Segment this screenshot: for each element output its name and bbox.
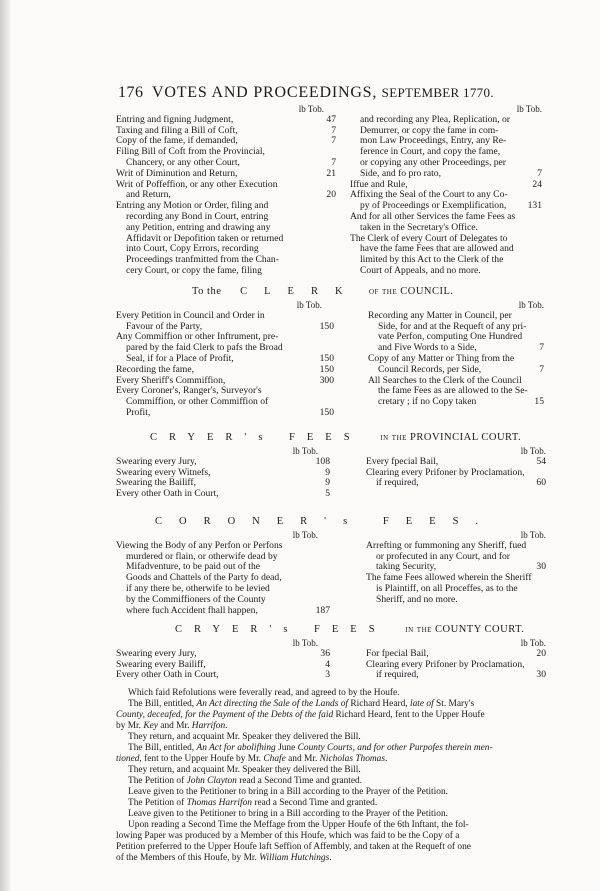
top-left-column	[116, 104, 336, 277]
fee-amount: 54	[536, 455, 546, 467]
fee-description: And for all other Services the fame Fees as	[350, 210, 516, 222]
fee-description: Side, for and at the Requeft of any pri-	[378, 320, 527, 332]
fee-description: pared by the faid Clerk to pafs the Broad	[126, 342, 283, 354]
fee-description: the fame Fees as are allowed to the Se-	[378, 385, 528, 397]
fee-amount: 7	[539, 363, 544, 375]
fee-row	[116, 457, 330, 468]
fee-amount	[318, 223, 336, 234]
text-line: The Petition of John Clayton read a Second Time and granted.	[128, 776, 363, 786]
fee-description: Viewing the Body of any Perfon or Perfons	[116, 539, 283, 551]
unit-heading: lb Tob.	[516, 104, 542, 114]
fee-description: cretary ; if no Copy taken	[378, 396, 477, 408]
page-number: 176	[118, 84, 144, 101]
fee-row	[116, 408, 334, 419]
page-gutter-shadow	[0, 0, 10, 891]
fee-amount	[318, 244, 336, 255]
fee-description: Entring any Motion or Order, filing and	[116, 200, 269, 212]
clerk-council-right-column	[368, 300, 544, 408]
fee-amount: 4	[325, 658, 330, 670]
cryer-provincial-left-column	[116, 446, 330, 500]
fee-amount	[316, 311, 334, 322]
fee-amount: 9	[325, 477, 330, 489]
fee-amount: 150	[319, 320, 334, 332]
fee-amount: 30	[536, 561, 546, 573]
fee-amount: 20	[326, 189, 336, 201]
fee-description: mon Law Proceedings, Entry, any Re-	[360, 135, 507, 147]
unit-heading: lb Tob.	[518, 300, 544, 310]
fee-description: by the Commiffioners of the County	[126, 593, 266, 605]
fee-amount	[318, 266, 336, 277]
fee-amount	[532, 573, 550, 584]
fee-amount	[528, 584, 546, 595]
fee-row	[116, 541, 330, 552]
fee-description: or profecuted in any Court, and for	[376, 550, 511, 562]
fee-description: Proceedings tranfmitted from the Chan-	[126, 254, 279, 266]
text-line: of the Members of this Houfe, by Mr. William Hutchings.	[116, 853, 332, 863]
fee-amount	[318, 234, 336, 245]
fee-description: if required,	[376, 477, 419, 489]
fee-description: Writ of Poffeffion, or any other Execution	[116, 178, 278, 190]
fee-amount: 5	[325, 488, 330, 500]
fee-row	[350, 169, 542, 180]
fee-amount	[318, 212, 336, 223]
fee-description: Goods and Chattels of the Party fo dead,	[126, 572, 282, 584]
fee-description: Every Coroner's, Ranger's, Surveyor's	[116, 385, 262, 397]
text-line: County, deceafed, for the Payment of the Debts of the faid Richard Heard, fent to the Upper Houfe	[116, 710, 485, 720]
fee-description: if required,	[376, 669, 419, 681]
fee-amount	[312, 573, 330, 584]
fee-row	[116, 606, 330, 617]
fee-row	[116, 266, 336, 277]
fee-description: and Five Words to a Side,	[378, 342, 477, 354]
fee-description: have the fame Fees that are allowed and	[360, 243, 514, 255]
fee-description: Filing Bill of Coft from the Provincial,	[116, 146, 265, 158]
text-line: Which faid Refolutions were feverally read, and agreed to by the Houfe.	[128, 688, 400, 698]
fee-amount: 3	[325, 669, 330, 681]
unit-heading: lb Tob.	[292, 530, 318, 540]
fee-amount: 9	[325, 466, 330, 478]
fee-row	[116, 311, 334, 322]
fee-amount: 20	[536, 647, 546, 659]
fee-row	[116, 169, 336, 180]
fee-description: Swearing every Witnefs,	[116, 466, 211, 478]
fee-description: Affixing the Seal of the Court to any Co-	[350, 189, 508, 201]
unit-heading: lb Tob.	[520, 638, 546, 648]
fee-amount	[318, 201, 336, 212]
fee-amount	[312, 584, 330, 595]
fee-row	[116, 223, 336, 234]
fee-amount	[524, 136, 542, 147]
unit-heading: lb Tob.	[520, 446, 546, 456]
text-line: They return, and acquaint Mr. Speaker they delivered the Bill.	[128, 765, 361, 775]
fee-description: ference in Court, and copy the fame,	[360, 146, 501, 158]
fee-amount: 187	[315, 604, 330, 616]
fee-amount	[312, 552, 330, 563]
fee-row	[116, 489, 330, 500]
fee-amount: 36	[320, 647, 330, 659]
fee-description: Every other Oath in Court,	[116, 669, 219, 681]
fee-amount: 24	[532, 178, 542, 190]
fee-row	[350, 266, 542, 277]
fee-description: Clearing every Prifoner by Proclamation,	[366, 658, 525, 670]
fee-description: taking Security,	[376, 561, 437, 573]
fee-description: or copying any other Proceedings, per	[360, 156, 506, 168]
fee-amount	[524, 212, 542, 223]
fee-row	[350, 223, 542, 234]
fee-amount: 7	[331, 156, 336, 168]
fee-row	[368, 397, 544, 408]
fee-description: Every other Oath in Court,	[116, 488, 219, 500]
cryer-county-left-column	[116, 638, 330, 681]
fee-description: limited by this Act to the Clerk of the	[360, 254, 504, 266]
fee-amount	[528, 541, 546, 552]
clerk-council-left-column	[116, 300, 334, 419]
fee-description: All Searches to the Clerk of the Council	[368, 374, 522, 386]
fee-amount: 7	[331, 135, 336, 147]
fee-amount: 150	[319, 406, 334, 418]
text-line: by Mr. Key and Mr. Harrifon.	[116, 721, 228, 731]
text-line: lowing Paper was produced by a Member of this Houfe, which was faid to be the Copy of a	[116, 831, 460, 841]
fee-amount	[524, 126, 542, 137]
text-line: The Bill, entitled, An Act directing the Sale of the Lands of Richard Heard, late of St. Mary's	[128, 699, 475, 709]
section-heading-clerk-council: To the CLERK of the COUNCIL.	[192, 286, 454, 297]
fee-description: any Petition, entring and drawing any	[126, 221, 271, 233]
fee-description: Swearing every Jury,	[116, 455, 197, 467]
fee-amount	[528, 595, 546, 606]
fee-row	[366, 478, 546, 489]
fee-amount: 15	[534, 396, 544, 408]
fee-amount	[526, 376, 544, 387]
fee-row	[366, 541, 546, 552]
cryer-provincial-right-column	[366, 446, 546, 489]
text-line: Leave given to the Petitioner to bring in a Bill according to the Prayer of the Petition.	[128, 809, 448, 819]
fee-row	[116, 365, 334, 376]
fee-amount	[312, 541, 330, 552]
coroner-left-column	[116, 530, 330, 616]
section-heading-coroner: CORONER's FEES.	[155, 516, 496, 527]
fee-row	[366, 595, 546, 606]
unit-heading: lb Tob.	[520, 530, 546, 540]
fee-description: Side, and fo pro rato,	[360, 167, 441, 179]
top-right-column	[350, 104, 542, 277]
fee-description: Seal, if for a Place of Profit,	[126, 352, 234, 364]
fee-description: Any Commiffion or other Inftrument, pre-	[116, 331, 279, 343]
fee-amount: 60	[536, 477, 546, 489]
fee-amount: 150	[319, 363, 334, 375]
fee-description: murdered or flain, or otherwife dead by	[126, 550, 278, 562]
text-line: The Petition of Thomas Harrifon read a Second Time and granted.	[128, 798, 378, 808]
fee-row	[116, 670, 330, 681]
fee-description: Every Petition in Council and Order in	[116, 309, 265, 321]
fee-description: is Plaintiff, on all Proceffes, as to the	[376, 582, 518, 594]
fee-description: Copy of any Matter or Thing from the	[368, 352, 515, 364]
fee-row	[366, 670, 546, 681]
fee-description: Mifadventure, to be paid out of the	[126, 561, 261, 573]
fee-description: recording any Bond in Court, entring	[126, 210, 269, 222]
text-line: Upon reading a Second Time the Meffage from the Upper Houfe of the 6th Inftant, the fol-	[128, 820, 469, 830]
fee-amount	[524, 244, 542, 255]
text-line: Leave given to the Petitioner to bring in a Bill according to the Prayer of the Petition.	[128, 787, 448, 797]
fee-amount: 7	[537, 167, 542, 179]
fee-row	[350, 115, 542, 126]
fee-description: Swearing every Bailiff,	[116, 658, 206, 670]
fee-amount	[316, 386, 334, 397]
fee-description: py of Proceedings or Exemplification,	[360, 200, 507, 212]
fee-amount	[524, 115, 542, 126]
fee-row	[116, 649, 330, 660]
fee-description: Arrefting or fummoning any Sheriff, fued	[366, 539, 527, 551]
fee-amount: 7	[539, 342, 544, 354]
page-title: VOTES AND PROCEEDINGS,	[152, 84, 378, 101]
section-heading-cryer-county: CRYER's FEES in the COUNTY COURT.	[175, 624, 525, 635]
fee-description: into Court, Copy Errors, recording	[126, 243, 259, 255]
fee-row	[366, 457, 546, 468]
fee-description: Every Sheriff's Commiffion,	[116, 374, 226, 386]
fee-amount: 150	[319, 352, 334, 364]
section-heading-cryer-provincial: CRYER's FEES in the PROVINCIAL COURT.	[150, 432, 522, 443]
text-line: tioned, fent to the Upper Houfe by Mr. Chafe and Mr. Nicholas Thomas.	[116, 754, 388, 764]
fee-row	[368, 365, 544, 376]
fee-amount	[524, 266, 542, 277]
fee-description: Chancery, or any other Court,	[126, 156, 240, 168]
unit-heading: lb Tob.	[292, 446, 318, 456]
unit-heading: lb Tob.	[296, 300, 322, 310]
cryer-county-right-column	[366, 638, 546, 681]
fee-description: Recording the fame,	[116, 363, 195, 375]
fee-amount	[318, 255, 336, 266]
fee-amount: 21	[326, 167, 336, 179]
fee-description: The fame Fees allowed wherein the Sheriff	[366, 572, 532, 584]
fee-description: vate Perfon, computing One Hundred	[378, 331, 523, 343]
fee-description: and recording any Plea, Replication, or	[360, 113, 510, 125]
fee-description: Swearing the Bailiff,	[116, 477, 197, 489]
page-header	[118, 84, 540, 102]
fee-description: if any there be, otherwife to be levied	[126, 582, 270, 594]
fee-amount	[524, 234, 542, 245]
text-line: They return, and acquaint Mr. Speaker they delivered the Bill.	[128, 732, 361, 742]
fee-amount: 131	[527, 200, 542, 212]
fee-description: For fpecial Bail,	[366, 647, 429, 659]
fee-description: Sheriff, and no more.	[376, 593, 458, 605]
fee-row	[116, 115, 336, 126]
fee-amount	[316, 332, 334, 343]
fee-row	[116, 595, 330, 606]
fee-row	[366, 649, 546, 660]
unit-heading: lb Tob.	[298, 104, 324, 114]
fee-description: Commiffion, or other Commiffion of	[126, 396, 269, 408]
fee-description: Recording any Matter in Council, per	[368, 309, 512, 321]
fee-description: Clearing every Prifoner by Proclamation,	[366, 466, 525, 478]
fee-amount	[526, 322, 544, 333]
fee-description: Taxing and filing a Bill of Coft,	[116, 124, 238, 136]
page-date: SEPTEMBER 1770.	[381, 85, 494, 100]
fee-amount: 7	[331, 124, 336, 136]
fee-description: Affidavit or Depofition taken or returned	[126, 232, 284, 244]
fee-description: Council Records, per Side,	[378, 363, 482, 375]
fee-row	[368, 311, 544, 322]
fee-amount: 108	[315, 455, 330, 467]
fee-description: Writ of Diminution and Return,	[116, 167, 238, 179]
proceedings-text	[116, 688, 536, 864]
fee-description: Swearing every Jury,	[116, 647, 197, 659]
fee-description: cery Court, or copy the fame, filing	[126, 264, 262, 276]
fee-amount	[524, 223, 542, 234]
fee-amount	[524, 255, 542, 266]
fee-amount	[312, 595, 330, 606]
fee-amount	[312, 562, 330, 573]
fee-amount	[524, 147, 542, 158]
fee-description: where fuch Accident fhall happen,	[126, 604, 258, 616]
fee-description: taken in the Secretary's Office.	[360, 221, 478, 233]
fee-amount: 47	[326, 113, 336, 125]
fee-description: The Clerk of every Court of Delegates to	[350, 232, 508, 244]
fee-amount	[526, 311, 544, 322]
coroner-right-column	[366, 530, 546, 606]
fee-amount: 30	[536, 669, 546, 681]
fee-description: Iffue and Rule,	[350, 178, 408, 190]
fee-description: Demurrer, or copy the fame in com-	[360, 124, 499, 136]
fee-description: Every fpecial Bail,	[366, 455, 439, 467]
fee-description: Copy of the fame, if demanded,	[116, 135, 238, 147]
fee-description: Entring and figning Judgment,	[116, 113, 234, 125]
unit-heading: lb Tob.	[292, 638, 318, 648]
text-line: Petition preferred to the Upper Houfe laft Seffion of Affembly, and taken at the Requeft of one	[116, 842, 471, 852]
text-line: The Bill, entitled, An Act for abolifhing June County Courts, and for other Purpofes therein men-	[128, 743, 493, 753]
fee-description: Profit,	[126, 406, 151, 418]
fee-description: and Return,	[126, 189, 171, 201]
fee-description: Court of Appeals, and no more.	[360, 264, 481, 276]
fee-amount: 300	[319, 374, 334, 386]
fee-description: Favour of the Party,	[126, 320, 203, 332]
